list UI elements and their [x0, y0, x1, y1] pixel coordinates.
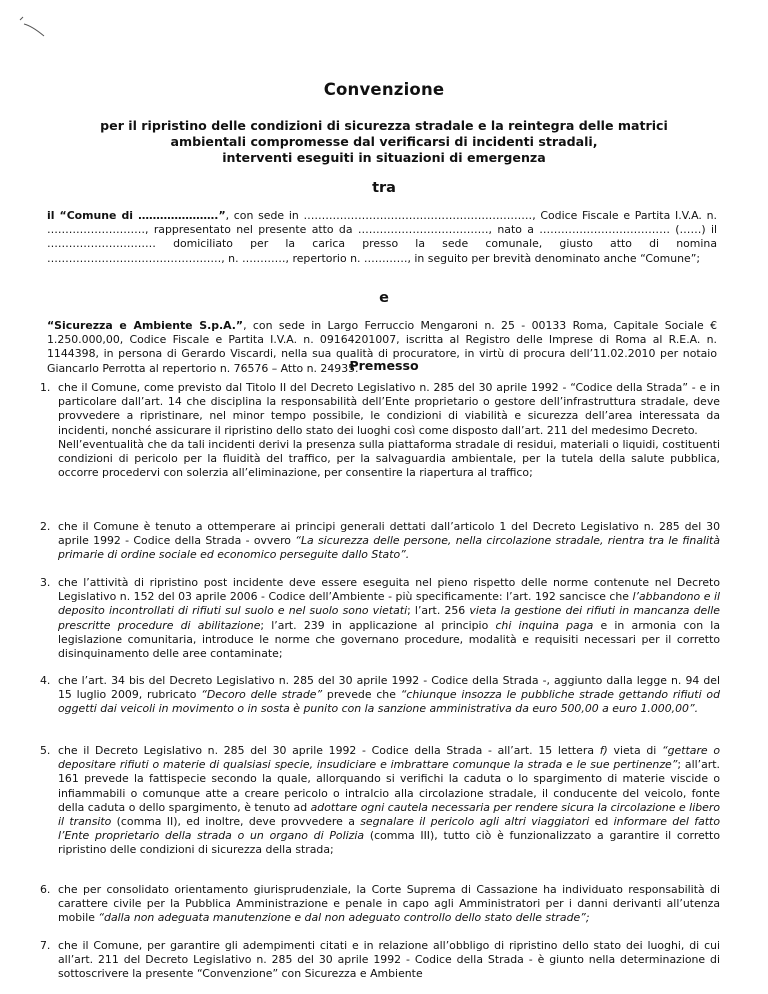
item-text: che il Comune è tenuto a ottemperare ai principi generali dettati dall’articolo 1 del Decreto Legislativo n. 285 del 30 aprile 1992 - Codice della Strada - ovvero	[58, 520, 720, 548]
list-item	[40, 939, 720, 982]
item-quote: “La sicurezza delle persone, nella circolazione stradale, rientra tra le finalità primarie di ordine sociale ed economico perseguite dallo Stato”.	[58, 534, 720, 562]
item-quote: chi inquina paga	[495, 618, 594, 632]
item-quote: segnalare il pericolo agli altri viaggiatori	[360, 815, 590, 829]
item-text: ; l’art. 256	[407, 604, 470, 618]
list-item	[40, 744, 720, 858]
item-text: ; all’art. 161 prevede la fattispecie secondo la quale, allorquando si verifichi la caduta o lo spargimento di materie viscide o infiammabili o comunque atte a creare pericolo o intralcio alla circolazione stradale, il conducente del veicolo, fonte della caduta o dello spargimento, è tenuto ad	[58, 758, 720, 814]
pen-mark-icon	[18, 14, 48, 40]
premesso-heading: Premesso	[349, 358, 419, 373]
item-quote: vieta la gestione dei rifiuti in mancanza delle prescritte procedure di abilitazione	[58, 604, 720, 632]
document-title: Convenzione	[323, 80, 445, 99]
list-item	[40, 520, 720, 563]
company-name: “Sicurezza e Ambiente S.p.A.”	[47, 319, 244, 332]
item-quote: informare del fatto l’Ente proprietario della strada o un organo di Polizia	[58, 815, 720, 843]
company-details: , con sede in Largo Ferruccio Mengaroni n. 25 - 00133 Roma, Capitale Sociale € 1.250.000,00, Codice Fiscale e Partita I.V.A. n. 09164201007, iscritta al Registro delle Imprese di Roma al R.E.A. n. 1144398, in persona di Gerardo Viscardi, nella sua qualità di procuratore, in virtù di procura dell’11.02.2010 per notaio Giancarlo Perrotta al repertorio n. 76576 – Atto n. 24935.	[47, 319, 717, 375]
item-quote: “gettare o depositare rifiuti o materie di qualsiasi specie, insudiciare e imbrattare comunque la strada e le sue pertinenze”	[58, 744, 720, 772]
subtitle-line: interventi eseguiti in situazioni di emergenza	[222, 150, 546, 165]
comune-party-paragraph	[47, 209, 717, 266]
item-quote: “Decoro delle strade”	[201, 688, 323, 702]
subtitle-line: ambientali compromesse dal verificarsi di incidenti stradali,	[170, 134, 598, 149]
item-text: ; l’art. 239 in applicazione al principio	[260, 618, 496, 632]
item-text: che l’art. 34 bis del Decreto Legislativo n. 285 del 30 aprile 1992 - Codice della Strada -, aggiunto dalla legge n. 94 del 15 luglio 2009, rubricato	[58, 674, 720, 702]
e-heading: e	[379, 290, 389, 306]
item-quote: “chiunque insozza le pubbliche strade gettando rifiuti od oggetti dai veicoli in movimento o in sosta è punito con la sanzione amministrativa da euro 500,00 a euro 1.000,00”.	[58, 688, 720, 716]
document-subtitle	[0, 118, 768, 166]
item-quote: adottare ogni cautela necessaria per rendere sicura la circolazione e libero il transito	[58, 800, 720, 829]
item-number: 1.	[40, 381, 51, 394]
item-number: 7.	[40, 939, 51, 952]
subtitle-line: per il ripristino delle condizioni di sicurezza stradale e la reintegra delle matrici	[100, 118, 668, 133]
item-text: che il Comune, come previsto dal Titolo II del Decreto Legislativo n. 285 del 30 aprile 1992 - “Codice della Strada” - e in particolare dall’art. 14 che disciplina la responsabilità dell’Ente proprietario o gestore dell’infrastruttura stradale, deve provvedere a ripristinare, nel minor tempo possibile, le condizioni di viabilità e sicurezza dell’area interessata da incidenti, nonché assicurare il ripristino dello stato dei luoghi così come disposto dall’art. 211 del medesimo Decreto.	[58, 381, 720, 437]
list-item	[40, 674, 720, 717]
item-quote: f)	[599, 744, 608, 757]
item-text: (comma II), ed inoltre, deve provvedere a	[111, 815, 361, 829]
item-text: vieta di	[607, 744, 662, 757]
item-text: che il Decreto Legislativo n. 285 del 30 aprile 1992 - Codice della Strada - all’art. 15 lettera	[58, 744, 600, 757]
item-number: 4.	[40, 674, 51, 687]
list-item	[40, 576, 720, 661]
item-text: Nell’eventualità che da tali incidenti derivi la presenza sulla piattaforma stradale di residui, materiali o liquidi, costituenti condizioni di pericolo per la fluidità del traffico, per la salvaguardia ambientale, per la tutela della salute pubblica, occorre procedervi con solerzia all’eliminazione, per consentire la riapertura al traffico;	[58, 437, 720, 480]
list-item	[40, 381, 720, 480]
list-item	[40, 883, 720, 926]
item-quote: “dalla non adeguata manutenzione e dal non adeguato controllo dello stato delle strade”;	[98, 911, 590, 925]
item-text: ed	[589, 815, 614, 829]
comune-details: , con sede in ………………………………………………………, Codice Fiscale e Partita I.V.A. n. ………………………, rappresentato nel presente atto da ………………………………, nato a ……………………………… (……) il ………………………… domiciliato per la carica presso la sede comunale, giusto atto di nomina …………………………………………, n. …………, repertorio n. …………, in seguito per brevità denominato anche “Comune”;	[47, 209, 717, 265]
item-text: e in armonia con la legislazione comunitaria, introduce le norme che governano procedure, modalità e requisiti necessari per il corretto disinquinamento delle aree contaminate;	[58, 618, 721, 661]
comune-name: il “Comune di ………………….”	[47, 209, 226, 222]
item-number: 5.	[40, 744, 51, 757]
item-number: 3.	[40, 576, 51, 589]
item-text: che per consolidato orientamento giurisprudenziale, la Corte Suprema di Cassazione ha individuato responsabilità di carattere civile per la Pubblica Amministrazione e penale in capo agli Amministratori per i danni derivanti all’utenza mobile	[58, 883, 720, 925]
item-text: che l’attività di ripristino post incidente deve essere eseguita nel pieno rispetto delle norme contenute nel Decreto Legislativo n. 152 del 03 aprile 2006 - Codice dell’Ambiente - più specificamente: l’art. 192 sancisce che	[58, 576, 720, 604]
tra-heading: tra	[372, 180, 396, 196]
item-text: prevede che	[322, 688, 401, 702]
item-number: 6.	[40, 883, 51, 896]
item-quote: l’abbandono e il deposito incontrollati di rifiuti sul suolo e nel suolo sono vietati	[58, 590, 720, 618]
item-text: (comma III), tutto ciò è funzionalizzato a garantire il corretto ripristino delle condizioni di sicurezza della strada;	[58, 829, 720, 857]
item-number: 2.	[40, 520, 51, 533]
item-text: che il Comune, per garantire gli adempimenti citati e in relazione all’obbligo di ripristino dello stato dei luoghi, di cui all’art. 211 del Decreto Legislativo n. 285 del 30 aprile 1992 - Codice della Strada - è giunto nella determinazione di sottoscrivere la presente “Convenzione” con Sicurezza e Ambiente	[58, 939, 720, 981]
